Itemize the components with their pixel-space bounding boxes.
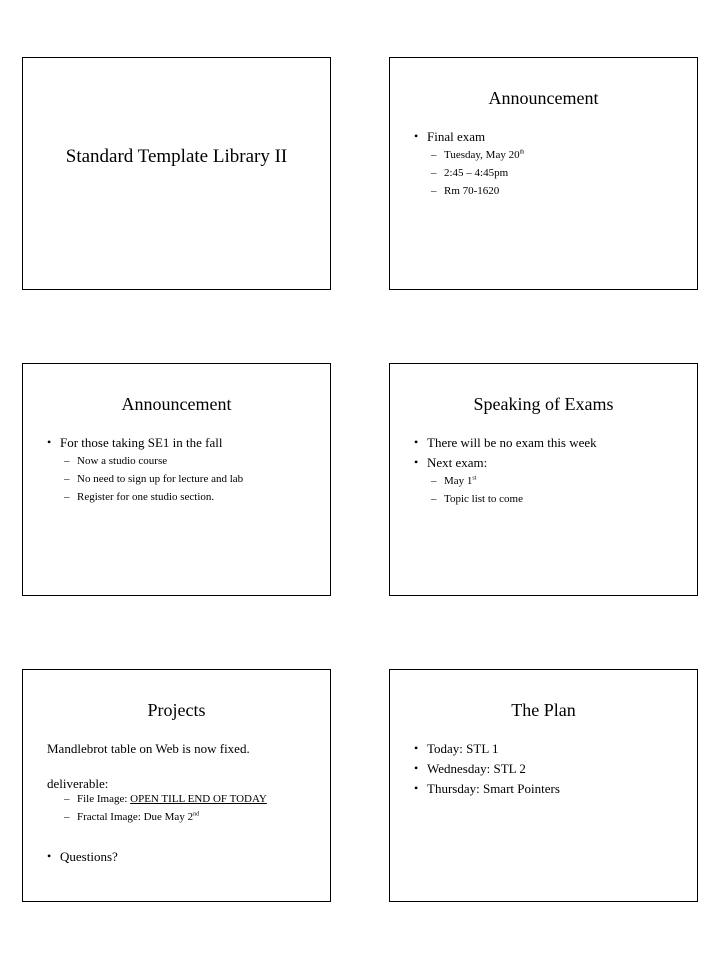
bullet-item: • For those taking SE1 in the fall <box>47 435 223 450</box>
slide-body <box>47 740 322 868</box>
slide-title: Standard Template Library II <box>65 146 288 167</box>
sub-bullet-item: – Register for one studio section. <box>64 491 215 503</box>
dash-icon: – <box>431 185 437 197</box>
underlined-text: OPEN TILL END OF TODAY <box>130 793 267 805</box>
sub-bullet-item: – File Image: OPEN TILL END OF TODAY <box>64 793 267 805</box>
dash-icon: – <box>64 473 70 485</box>
bullet-item: • Thursday: Smart Pointers <box>414 781 560 796</box>
sub-bullet-item: – Tuesday, May 20th <box>431 149 525 161</box>
slide-title: Projects <box>147 700 206 720</box>
slide-2 <box>389 57 698 290</box>
dash-icon: – <box>431 493 437 505</box>
slide-body <box>414 740 689 800</box>
slide-title: Announcement <box>121 394 232 414</box>
bullet-item: • Final exam <box>414 129 486 144</box>
dash-icon: – <box>431 167 437 179</box>
bullet-icon: • <box>47 849 52 863</box>
slide-5 <box>22 669 331 902</box>
slide-body <box>414 434 689 510</box>
bullet-icon: • <box>414 761 419 775</box>
bullet-icon: • <box>414 455 419 469</box>
slide-1 <box>22 57 331 290</box>
sub-bullet-item: – Fractal Image: Due May 2nd <box>64 811 200 823</box>
sub-bullet-item: – Topic list to come <box>431 493 523 505</box>
sub-bullet-item: – 2:45 – 4:45pm <box>431 167 509 179</box>
slide-title: Speaking of Exams <box>473 394 614 414</box>
slide-6 <box>389 669 698 902</box>
sub-bullet-item: – Rm 70-1620 <box>431 185 500 197</box>
sub-bullet-item: – No need to sign up for lecture and lab <box>64 473 244 485</box>
bullet-item: • Next exam: <box>414 455 488 470</box>
dash-icon: – <box>431 149 437 161</box>
bullet-item: • Today: STL 1 <box>414 741 499 756</box>
body-text: Mandlebrot table on Web is now fixed. <box>47 741 250 756</box>
slide-title: Announcement <box>488 88 599 108</box>
bullet-icon: • <box>47 435 52 449</box>
sub-bullet-item: – Now a studio course <box>64 455 168 467</box>
bullet-item: • Wednesday: STL 2 <box>414 761 526 776</box>
dash-icon: – <box>431 475 437 487</box>
bullet-icon: • <box>414 435 419 449</box>
dash-icon: – <box>64 793 70 805</box>
sub-bullet-item: – May 1st <box>431 475 477 487</box>
slide-body <box>47 434 322 508</box>
dash-icon: – <box>64 811 70 823</box>
slide-body <box>414 128 689 202</box>
slide-3 <box>22 363 331 596</box>
body-text: deliverable: <box>47 776 109 791</box>
slide-title: The Plan <box>511 700 576 720</box>
bullet-item: • Questions? <box>47 849 118 864</box>
bullet-item: • There will be no exam this week <box>414 435 597 450</box>
bullet-icon: • <box>414 741 419 755</box>
bullet-icon: • <box>414 781 419 795</box>
slide-4 <box>389 363 698 596</box>
bullet-icon: • <box>414 129 419 143</box>
dash-icon: – <box>64 491 70 503</box>
dash-icon: – <box>64 455 70 467</box>
